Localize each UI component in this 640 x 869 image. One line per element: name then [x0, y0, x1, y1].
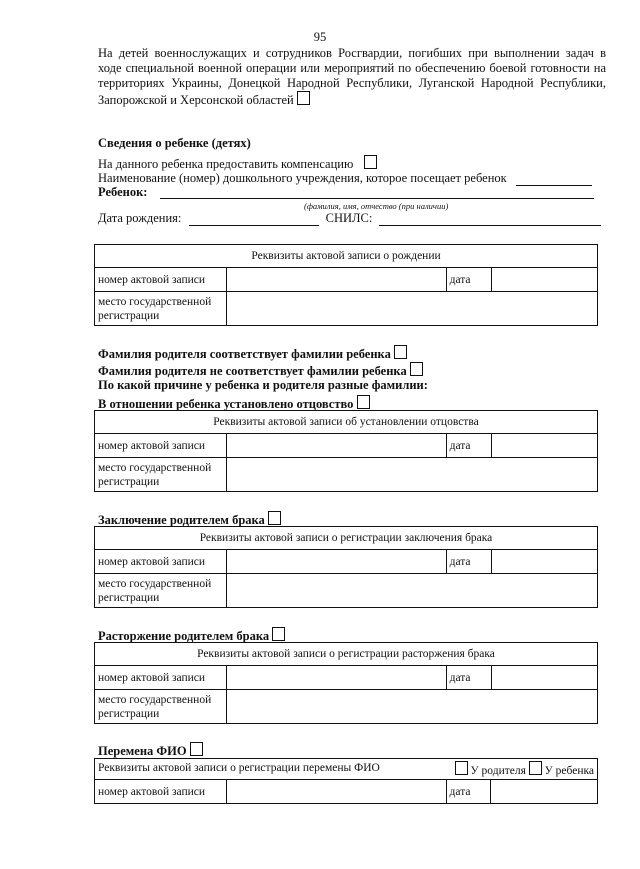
date-label: дата: [446, 434, 491, 458]
birth-record-table: [94, 244, 598, 326]
kindergarten-label: Наименование (номер) дошкольного учреждения, которое посещает ребенок: [98, 171, 507, 185]
date-field[interactable]: [491, 550, 597, 574]
birth-record-title: Реквизиты актовой записи о рождении: [95, 245, 598, 268]
divorce-record-table: [94, 642, 598, 724]
place-field[interactable]: [226, 574, 597, 608]
surname-mismatch-row: Фамилия родителя не соответствует фамилии ребенка: [98, 362, 423, 379]
paternity-checkbox[interactable]: [357, 395, 370, 409]
intro-paragraph: [98, 46, 606, 108]
snils-field[interactable]: [379, 213, 601, 226]
page-number: 95: [313, 30, 327, 44]
record-number-field[interactable]: [226, 780, 446, 804]
record-number-label: номер актовой записи: [95, 666, 227, 690]
parent-option-label: У родителя: [470, 764, 526, 777]
parent-checkbox[interactable]: [455, 761, 468, 775]
place-label: место государственной регистрации: [95, 690, 227, 724]
place-field[interactable]: [226, 458, 597, 492]
name-change-title-cell: [95, 759, 598, 780]
marriage-checkbox[interactable]: [268, 511, 281, 525]
marriage-record-title: Реквизиты актовой записи о регистрации заключения брака: [95, 527, 598, 550]
record-number-field[interactable]: [226, 268, 446, 292]
place-label: место государственной регистрации: [95, 458, 227, 492]
name-change-heading-row: Перемена ФИО: [98, 742, 203, 759]
intro-line: На детей военнослужащих и сотрудников Росгвардии, погибших при выполнении задач в: [98, 46, 606, 60]
date-label: дата: [446, 780, 491, 804]
record-number-field[interactable]: [226, 550, 446, 574]
compensation-checkbox[interactable]: [364, 155, 377, 169]
divorce-record-title: Реквизиты актовой записи о регистрации расторжения брака: [95, 643, 598, 666]
child-name-hint: (фамилия, имя, отчество (при наличии): [304, 201, 449, 211]
record-number-field[interactable]: [226, 434, 446, 458]
date-field[interactable]: [491, 268, 597, 292]
child-name-field[interactable]: [160, 186, 594, 199]
birth-snils-row: [98, 211, 601, 226]
child-info-title: Сведения о ребенке (детях): [98, 136, 251, 150]
date-field[interactable]: [491, 780, 598, 804]
record-number-field[interactable]: [226, 666, 446, 690]
birth-date-label: Дата рождения:: [98, 211, 182, 225]
paternity-record-title: Реквизиты актовой записи об установлении отцовства: [95, 411, 598, 434]
date-field[interactable]: [491, 434, 597, 458]
record-number-label: номер актовой записи: [95, 550, 227, 574]
place-label: место государственной регистрации: [95, 574, 227, 608]
intro-checkbox[interactable]: [297, 91, 310, 105]
intro-line: ходе специальной военной операции или мероприятий по обеспечению боевой готовности на: [98, 61, 606, 75]
place-label: место государственной регистрации: [95, 292, 227, 326]
name-change-checkbox[interactable]: [190, 742, 203, 756]
kindergarten-row: [98, 171, 592, 186]
compensation-label: На данного ребенка предоставить компенсацию: [98, 157, 354, 171]
child-option-label: У ребенка: [544, 764, 594, 777]
intro-line: территориях Украины, Донецкой Народной Республики, Луганской Народной Республики,: [98, 76, 606, 90]
surname-reason-label: По какой причине у ребенка и родителя разные фамилии:: [98, 378, 428, 392]
date-field[interactable]: [491, 666, 597, 690]
kindergarten-field[interactable]: [516, 173, 592, 186]
snils-label: СНИЛС:: [325, 211, 373, 225]
surname-match-row: Фамилия родителя соответствует фамилии ребенка: [98, 345, 407, 362]
date-label: дата: [446, 550, 491, 574]
paternity-row: В отношении ребенка установлено отцовство: [98, 395, 370, 412]
date-label: дата: [446, 268, 491, 292]
marriage-heading-row: Заключение родителем брака: [98, 511, 281, 528]
intro-line: Запорожской и Херсонской областей: [98, 91, 606, 108]
date-label: дата: [446, 666, 491, 690]
child-checkbox[interactable]: [529, 761, 542, 775]
record-number-label: номер актовой записи: [95, 780, 227, 804]
surname-mismatch-checkbox[interactable]: [410, 362, 423, 376]
birth-date-field[interactable]: [189, 213, 319, 226]
child-label: Ребенок:: [98, 185, 148, 199]
paternity-record-table: [94, 410, 598, 492]
record-number-label: номер актовой записи: [95, 268, 227, 292]
record-number-label: номер актовой записи: [95, 434, 227, 458]
compensation-row: [98, 155, 377, 172]
name-change-record-title: Реквизиты актовой записи о регистрации перемены ФИО: [98, 761, 380, 774]
divorce-heading-row: Расторжение родителем брака: [98, 627, 285, 644]
name-change-record-table: [94, 758, 598, 804]
divorce-checkbox[interactable]: [272, 627, 285, 641]
place-field[interactable]: [226, 292, 597, 326]
place-field[interactable]: [226, 690, 597, 724]
surname-match-checkbox[interactable]: [394, 345, 407, 359]
marriage-record-table: [94, 526, 598, 608]
